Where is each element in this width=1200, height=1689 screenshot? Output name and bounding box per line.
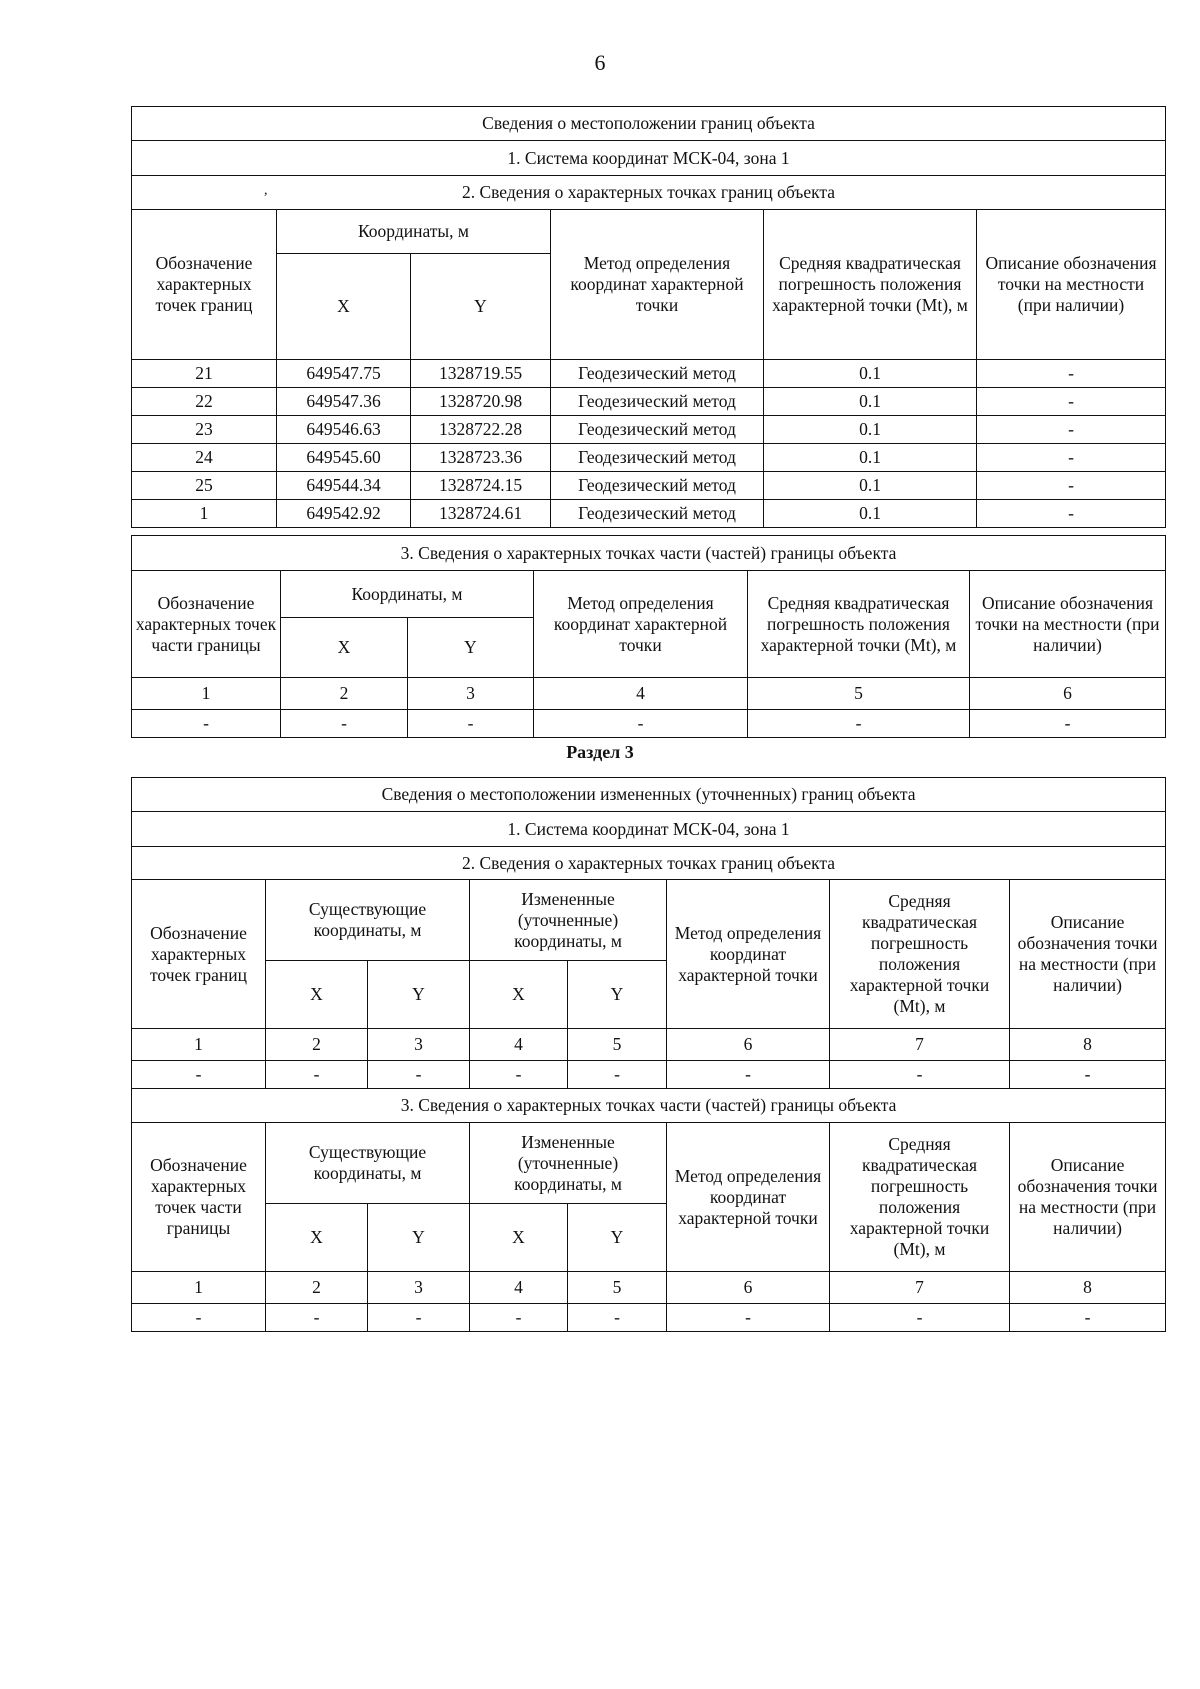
cell-y: 1328724.15: [411, 472, 551, 500]
header-y: Y: [411, 254, 551, 360]
cell-mt: 0.1: [764, 360, 977, 388]
table-row: [132, 1304, 1166, 1332]
cell-point: 1: [132, 500, 277, 528]
stray-mark: ,: [264, 183, 268, 198]
column-number: 3: [408, 678, 534, 710]
cell-mt: 0.1: [764, 472, 977, 500]
empty-cell: -: [748, 710, 970, 738]
cell-y: 1328720.98: [411, 388, 551, 416]
header-x: X: [277, 254, 411, 360]
cell-point: 21: [132, 360, 277, 388]
table-row: [132, 1061, 1166, 1089]
table-row: [132, 678, 1166, 710]
section-heading: Раздел 3: [566, 742, 634, 762]
column-number: 2: [266, 1272, 368, 1304]
header-point: Обозначение характерных точек границ: [132, 880, 266, 1029]
header-method: Метод определения координат характерной точки: [667, 880, 830, 1029]
column-number: 1: [132, 1272, 266, 1304]
column-number: 2: [266, 1029, 368, 1061]
empty-cell: -: [368, 1304, 470, 1332]
header-accuracy: Средняя квадратическая погрешность положения характерной точки (Mt), м: [748, 571, 970, 678]
header-method: Метод определения координат характерной точки: [534, 571, 748, 678]
subsection-title: 3. Сведения о характерных точках части (частей) границы объекта: [132, 536, 1166, 571]
cell-point: 25: [132, 472, 277, 500]
header-description: Описание обозначения точки на местности (при наличии): [977, 210, 1166, 360]
cell-point: 22: [132, 388, 277, 416]
empty-cell: -: [1010, 1061, 1166, 1089]
coordinate-system: 1. Система координат МСК-04, зона 1: [132, 141, 1166, 176]
column-number: 4: [470, 1029, 568, 1061]
cell-desc: -: [977, 500, 1166, 528]
header-changed-coords: Измененные (уточненные) координаты, м: [470, 880, 667, 961]
cell-x: 649547.36: [277, 388, 411, 416]
cell-x: 649544.34: [277, 472, 411, 500]
table-row: [132, 1272, 1166, 1304]
subsection-title: 2. Сведения о характерных точках границ объекта: [132, 176, 1166, 210]
subsection-title: 2. Сведения о характерных точках границ объекта: [132, 847, 1166, 880]
column-number: 5: [568, 1029, 667, 1061]
empty-cell: -: [132, 710, 281, 738]
cell-x: 649545.60: [277, 444, 411, 472]
cell-x: 649547.75: [277, 360, 411, 388]
empty-cell: -: [368, 1061, 470, 1089]
empty-cell: -: [568, 1061, 667, 1089]
column-number: 6: [970, 678, 1166, 710]
header-existing-coords: Существующие координаты, м: [266, 1123, 470, 1204]
table-row: [132, 710, 1166, 738]
header-coords: Координаты, м: [277, 210, 551, 254]
cell-x: 649546.63: [277, 416, 411, 444]
column-number: 1: [132, 1029, 266, 1061]
column-number: 6: [667, 1272, 830, 1304]
cell-method: Геодезический метод: [551, 388, 764, 416]
cell-desc: -: [977, 360, 1166, 388]
cell-mt: 0.1: [764, 416, 977, 444]
empty-cell: -: [970, 710, 1166, 738]
boundary-points-table: [131, 106, 1166, 528]
subsection-title: 3. Сведения о характерных точках части (частей) границы объекта: [132, 1089, 1166, 1123]
empty-cell: -: [830, 1304, 1010, 1332]
header-accuracy: Средняя квадратическая погрешность положения характерной точки (Mt), м: [830, 880, 1010, 1029]
empty-cell: -: [667, 1061, 830, 1089]
table-row: [132, 388, 1166, 416]
column-number: 4: [470, 1272, 568, 1304]
empty-cell: -: [132, 1061, 266, 1089]
cell-method: Геодезический метод: [551, 444, 764, 472]
header-method: Метод определения координат характерной точки: [551, 210, 764, 360]
cell-desc: -: [977, 444, 1166, 472]
cell-mt: 0.1: [764, 388, 977, 416]
column-number: 4: [534, 678, 748, 710]
table-row: [132, 416, 1166, 444]
empty-cell: -: [830, 1061, 1010, 1089]
header-point: Обозначение характерных точек границ: [132, 210, 277, 360]
header-coords: Координаты, м: [281, 571, 534, 618]
header-description: Описание обозначения точки на местности (при наличии): [970, 571, 1166, 678]
cell-method: Геодезический метод: [551, 360, 764, 388]
empty-cell: -: [266, 1304, 368, 1332]
table-row: [132, 360, 1166, 388]
column-number: 3: [368, 1272, 470, 1304]
header-changed-coords: Измененные (уточненные) координаты, м: [470, 1123, 667, 1204]
header-x: X: [266, 1204, 368, 1272]
column-number: 7: [830, 1029, 1010, 1061]
cell-y: 1328724.61: [411, 500, 551, 528]
column-number: 2: [281, 678, 408, 710]
empty-cell: -: [470, 1304, 568, 1332]
table-title: Сведения о местоположении измененных (уточненных) границ объекта: [132, 778, 1166, 812]
cell-method: Геодезический метод: [551, 472, 764, 500]
cell-y: 1328723.36: [411, 444, 551, 472]
column-number: 5: [748, 678, 970, 710]
empty-cell: -: [667, 1304, 830, 1332]
cell-mt: 0.1: [764, 444, 977, 472]
empty-cell: -: [408, 710, 534, 738]
coordinate-system: 1. Система координат МСК-04, зона 1: [132, 812, 1166, 847]
part-boundary-points-table: [131, 535, 1166, 738]
cell-method: Геодезический метод: [551, 500, 764, 528]
header-x: X: [470, 1204, 568, 1272]
header-existing-coords: Существующие координаты, м: [266, 880, 470, 961]
header-x: X: [266, 961, 368, 1029]
header-y: Y: [408, 618, 534, 678]
page-number: 6: [594, 50, 606, 75]
header-accuracy: Средняя квадратическая погрешность положения характерной точки (Mt), м: [830, 1123, 1010, 1272]
changed-boundary-table: [131, 777, 1166, 1332]
cell-mt: 0.1: [764, 500, 977, 528]
cell-point: 24: [132, 444, 277, 472]
empty-cell: -: [281, 710, 408, 738]
table-row: [132, 500, 1166, 528]
header-y: Y: [568, 1204, 667, 1272]
header-y: Y: [568, 961, 667, 1029]
header-y: Y: [368, 961, 470, 1029]
header-y: Y: [368, 1204, 470, 1272]
empty-cell: -: [266, 1061, 368, 1089]
empty-cell: -: [132, 1304, 266, 1332]
empty-cell: -: [568, 1304, 667, 1332]
column-number: 8: [1010, 1272, 1166, 1304]
header-method: Метод определения координат характерной точки: [667, 1123, 830, 1272]
empty-cell: -: [534, 710, 748, 738]
table-row: [132, 1029, 1166, 1061]
cell-desc: -: [977, 472, 1166, 500]
cell-method: Геодезический метод: [551, 416, 764, 444]
header-x: X: [470, 961, 568, 1029]
column-number: 5: [568, 1272, 667, 1304]
cell-desc: -: [977, 416, 1166, 444]
table-title: Сведения о местоположении границ объекта: [132, 107, 1166, 141]
column-number: 6: [667, 1029, 830, 1061]
empty-cell: -: [1010, 1304, 1166, 1332]
table-row: [132, 472, 1166, 500]
cell-desc: -: [977, 388, 1166, 416]
header-description: Описание обозначения точки на местности (при наличии): [1010, 1123, 1166, 1272]
table-row: [132, 444, 1166, 472]
column-number: 8: [1010, 1029, 1166, 1061]
column-number: 1: [132, 678, 281, 710]
column-number: 3: [368, 1029, 470, 1061]
header-description: Описание обозначения точки на местности (при наличии): [1010, 880, 1166, 1029]
cell-x: 649542.92: [277, 500, 411, 528]
cell-point: 23: [132, 416, 277, 444]
header-point: Обозначение характерных точек части границы: [132, 1123, 266, 1272]
column-number: 7: [830, 1272, 1010, 1304]
header-x: X: [281, 618, 408, 678]
header-accuracy: Средняя квадратическая погрешность положения характерной точки (Mt), м: [764, 210, 977, 360]
header-point: Обозначение характерных точек части границы: [132, 571, 281, 678]
cell-y: 1328722.28: [411, 416, 551, 444]
empty-cell: -: [470, 1061, 568, 1089]
cell-y: 1328719.55: [411, 360, 551, 388]
